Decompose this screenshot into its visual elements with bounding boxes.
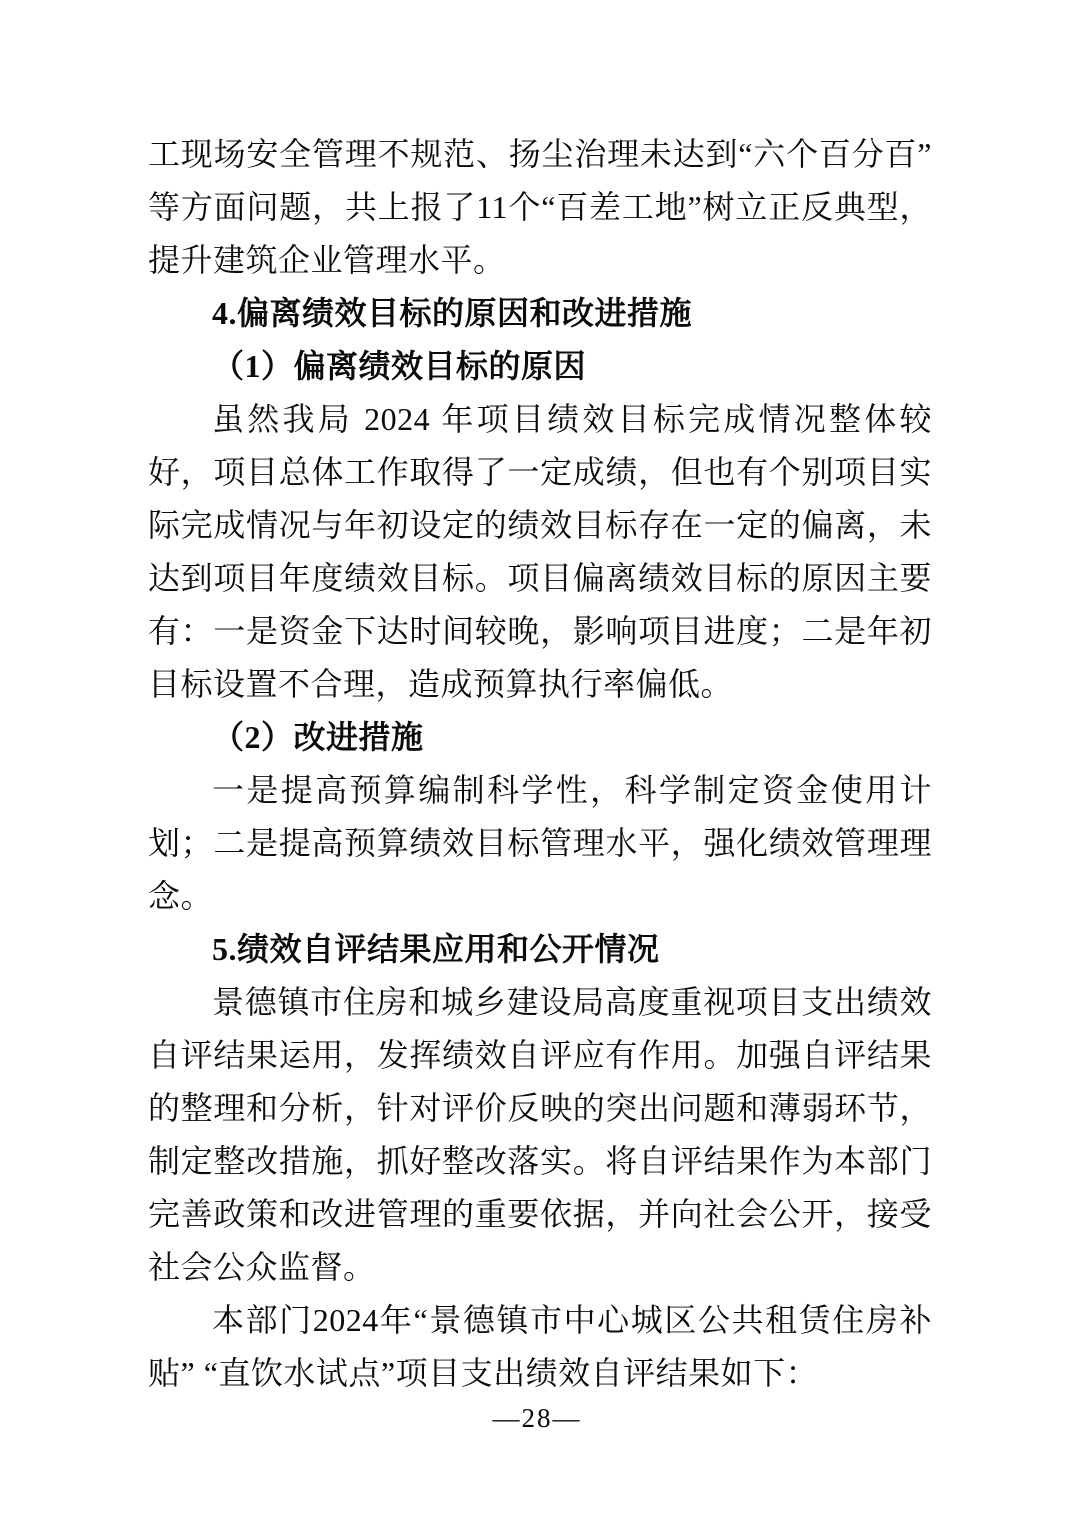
heading-section-5: 5.绩效自评结果应用和公开情况 (212, 931, 660, 967)
paragraph-deviation-reasons: 虽然我局 2024 年项目绩效目标完成情况整体较好，项目总体工作取得了一定成绩，但也有个别项目实际完成情况与年初设定的绩效目标存在一定的偏离，未达到项目年度绩效目标。项目偏离绩效目标的原因主要有：一是资金下达时间较晚，影响项目进度；二是年初目标设置不合理，造成预算执行率偏低。 (148, 401, 932, 702)
document-body (148, 128, 932, 1400)
paragraph-self-evaluation-results-intro: 本部门2024年“景德镇市中心城区公共租赁住房补贴” “直饮水试点”项目支出绩效自评结果如下： (148, 1302, 932, 1391)
heading-section-4: 4.偏离绩效目标的原因和改进措施 (212, 295, 693, 331)
paragraph-self-evaluation-application: 景德镇市住房和城乡建设局高度重视项目支出绩效自评结果运用，发挥绩效自评应有作用。加强自评结果的整理和分析，针对评价反映的突出问题和薄弱环节，制定整改措施，抓好整改落实。将自评结果作为本部门完善政策和改进管理的重要依据，并向社会公开，接受社会公众监督。 (148, 984, 932, 1285)
page-number: —28— (492, 1403, 582, 1433)
heading-4-1-deviation-reasons: （1）偏离绩效目标的原因 (212, 348, 587, 384)
paragraph-improvement-measures: 一是提高预算编制科学性，科学制定资金使用计划；二是提高预算绩效目标管理水平，强化绩效管理理念。 (148, 772, 932, 914)
heading-4-2-improvement-measures: （2）改进措施 (212, 719, 424, 755)
paragraph-construction-sites: 工现场安全管理不规范、扬尘治理未达到“六个百分百”等方面问题，共上报了11个“百差工地”树立正反典型，提升建筑企业管理水平。 (148, 136, 932, 278)
